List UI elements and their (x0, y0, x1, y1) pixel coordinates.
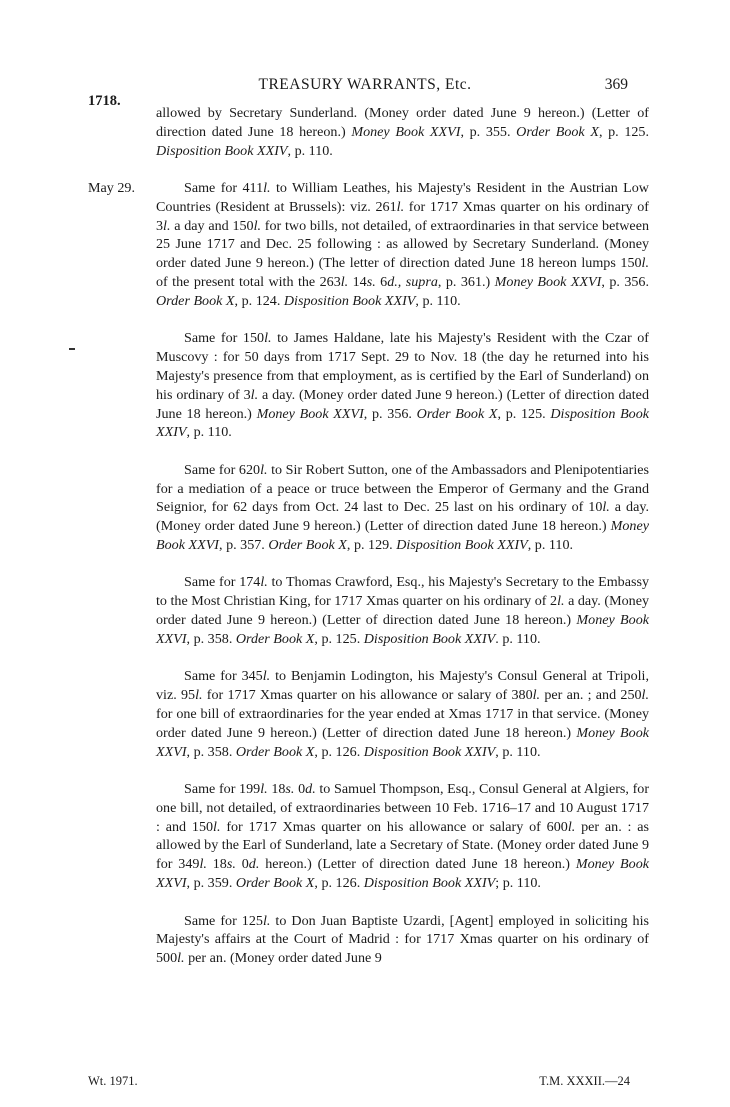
text-run: , p. 110. (415, 292, 461, 309)
italic-text: Disposition Book XXIV (156, 405, 650, 441)
italic-text: Money Book XXVI (156, 724, 650, 760)
italic-text: Disposition Book XXIV (363, 875, 496, 892)
warrant-entry (156, 461, 649, 555)
page-number: 369 (604, 76, 628, 93)
warrant-entry (156, 329, 649, 442)
italic-text: Order Book X (235, 743, 315, 760)
italic-text: Order Book X (156, 292, 235, 309)
text-run: for two bills, not detailed, of extraordinaries in that service between 25 June 1717 and Dec. 25 following : as allowed by Secretary Sunderland. (Money order dated June 9 hereon.) (The letter of direction dated June 18 hereon lumps 150 (156, 217, 649, 272)
italic-text: l. (641, 255, 649, 272)
text-run: for one bill of extraordinaries for the year ended at Xmas 1717 in that service. (Money order dated June 9 hereon.) (Letter of direction dated June 18 hereon.) (156, 705, 649, 741)
italic-text: Disposition Book XXIV (363, 630, 496, 647)
italic-text: l. (262, 668, 271, 685)
text-run: ; p. 110. (495, 875, 541, 892)
italic-text: d. (248, 856, 260, 873)
text-run: , p. 358. (186, 630, 236, 647)
text-run: for 1717 Xmas quarter on his allowance or salary of 380 (202, 687, 533, 704)
text-run: to Don Juan Baptiste Uzardi, [Agent] employed in soliciting his Majesty's affairs at the Court of Madrid : for 1717 Xmas quarter on his ordinary of 500 (156, 912, 650, 967)
text-run: , p. 110. (527, 537, 574, 553)
italic-text: Order Book X (268, 537, 347, 553)
italic-text: Order Book X (416, 405, 498, 422)
text-run: , p. 110. (287, 142, 333, 159)
text-run: a day. (Money order dated June 9 hereon.) (Letter of direction dated June 18 hereon.) (156, 593, 649, 629)
warrant-entry (156, 780, 649, 893)
text-run: , p. 126. (314, 875, 364, 892)
warrant-entry (156, 104, 649, 160)
entries-column (88, 104, 650, 968)
italic-text: l. (641, 687, 649, 704)
text-run: , p. 356. (363, 405, 417, 422)
text-run: 6 (375, 274, 388, 291)
text-run: 18 (206, 856, 227, 873)
text-run: per an. : as allowed by the Earl of Sunderland, late a Secretary of State. (Money order dated June 9 for 349 (156, 818, 650, 873)
italic-text: l. (396, 198, 405, 215)
italic-text: l. (260, 461, 268, 478)
text-run: to Sir Robert Sutton, one of the Ambassadors and Plenipotentiaries for a mediation of a peace or truce between the Emperor of Germany and the Grand Seignior, for 62 days from Oct. 24 last to Dec. 25 last on his ordinary of 10 (156, 461, 650, 516)
text-run: Same for 150 (184, 330, 265, 347)
margin-mark (69, 348, 75, 350)
text-run: , p. 110. (495, 743, 541, 760)
italic-text: supra (405, 274, 438, 291)
text-run: . p. 110. (495, 630, 541, 647)
italic-text: s. (226, 856, 236, 873)
italic-text: Disposition Book XXIV (283, 292, 416, 309)
text-run: for 1717 Xmas quarter on his allowance or salary of 600 (220, 818, 568, 835)
italic-text: Order Book X (235, 630, 315, 647)
text-run: , p. 361.) (437, 274, 495, 291)
italic-text: Money Book XXVI (156, 856, 649, 892)
entry-date: May 29. (88, 180, 135, 197)
warrant-entry (156, 912, 649, 968)
text-run: , p. 359. (186, 875, 236, 892)
text-run: Same for 125 (184, 912, 263, 929)
text-run: per an. ; and 250 (540, 687, 642, 704)
italic-text: Money Book XXVI (494, 274, 602, 291)
italic-text: d. (305, 781, 316, 798)
text-run: to James Haldane, late his Majesty's Resident with the Czar of Muscovy : for 50 days from 1717 Sept. 29 to Nov. 18 (the day he returned into his Majesty's presence from that employment, as is certified by the Earl of Sunderland) on his ordinary of 3 (156, 330, 649, 403)
italic-text: l. (567, 818, 576, 835)
italic-text: l. (260, 781, 268, 798)
italic-text: l. (260, 574, 268, 591)
text-run: Same for 199 (184, 781, 261, 798)
footer-print-code: Wt. 1971. (88, 1074, 138, 1088)
footer-signature: T.M. XXXII.—24 (539, 1074, 630, 1088)
text-run: allowed by Secretary Sunderland. (Money order dated June 9 hereon.) (Letter of direction dated June 18 hereon.) (156, 105, 649, 140)
italic-text: l. (264, 330, 272, 347)
text-run: , p. 125. (598, 123, 650, 140)
text-run: , p. 110. (186, 424, 232, 441)
italic-text: l. (340, 274, 349, 291)
year-label: 1718. (88, 93, 121, 109)
warrant-entry (156, 573, 649, 648)
italic-text: Money Book XXVI (351, 123, 461, 140)
text-run: for 1717 Xmas quarter on his ordinary of 3 (156, 198, 649, 234)
italic-text: Money Book XXVI (156, 518, 649, 553)
text-run: to Samuel Thompson, Esq., Consul General at Algiers, for one bill, not detailed, of extraordinaries between 10 Feb. 1716–17 and 10 August 1717 : and 150 (156, 781, 650, 835)
text-run: 14 (348, 274, 367, 291)
text-run: Same for 345 (184, 668, 263, 685)
text-run: Same for 411 (184, 180, 264, 197)
italic-text: l. (213, 818, 221, 835)
text-run: per an. (Money order dated June 9 (184, 950, 382, 967)
italic-text: l. (557, 593, 565, 610)
text-run: , p. 124. (234, 292, 284, 309)
text-run: of the present total with the 263 (156, 274, 341, 291)
text-run: to Benjamin Lodington, his Majesty's Consul General at Tripoli, viz. 95 (156, 668, 649, 704)
running-title: TREASURY WARRANTS, Etc. (258, 76, 472, 93)
italic-text: l. (177, 950, 185, 967)
text-run: , p. 356. (601, 274, 649, 291)
text-run: , p. 126. (314, 743, 364, 760)
warrant-entry (88, 179, 649, 311)
italic-text: d., (387, 274, 402, 291)
italic-text: l. (195, 687, 203, 704)
italic-text: l. (163, 217, 171, 234)
italic-text: Order Book X (235, 875, 315, 892)
text-run: Same for 174 (184, 574, 261, 591)
text-run: a day. (Money order dated June 9 hereon.) (Letter of direction dated June 18 hereon.) (156, 386, 649, 422)
text-run: , p. 355. (460, 123, 517, 140)
text-run: 18 (267, 781, 286, 798)
italic-text: s. (366, 274, 376, 291)
italic-text: Disposition Book XXIV (396, 537, 528, 553)
italic-text: l. (250, 386, 259, 403)
text-run: 0 (235, 856, 249, 873)
text-run: , p. 357. (219, 537, 269, 553)
text-run: to William Leathes, his Majesty's Resident in the Austrian Low Countries (Resident at Brussels): viz. 261 (156, 180, 649, 215)
text-run: , p. 125. (314, 630, 364, 647)
italic-text: Disposition Book XXIV (156, 142, 288, 159)
text-run: a day and 150 (170, 217, 254, 234)
text-run: , p. 358. (186, 743, 236, 760)
text-run: a day. (Money order dated June 9 hereon.) (Letter of direction dated June 18 hereon.) (156, 499, 649, 535)
italic-text: l. (199, 856, 207, 873)
warrant-entry (156, 667, 649, 761)
italic-text: l. (263, 180, 271, 197)
italic-text: l. (532, 687, 541, 704)
text-run: , p. 125. (497, 405, 551, 422)
italic-text: l. (262, 912, 271, 929)
text-run: Same for 620 (184, 461, 261, 478)
italic-text: Money Book XXVI (156, 612, 650, 647)
text-run: 0 (294, 781, 306, 798)
text-run: hereon.) (Letter of direction dated June 18 hereon.) (259, 856, 576, 873)
italic-text: Order Book X (516, 123, 599, 140)
italic-text: l. (602, 499, 610, 516)
italic-text: Money Book XXVI (256, 405, 364, 422)
italic-text: s. (285, 781, 295, 798)
italic-text: Disposition Book XXIV (363, 743, 496, 760)
text-run: , p. 129. (346, 537, 397, 553)
text-run: to Thomas Crawford, Esq., his Majesty's Secretary to the Embassy to the Most Christian King, for 1717 Xmas quarter on his ordinary of 2 (156, 574, 649, 610)
italic-text: l. (253, 217, 262, 234)
